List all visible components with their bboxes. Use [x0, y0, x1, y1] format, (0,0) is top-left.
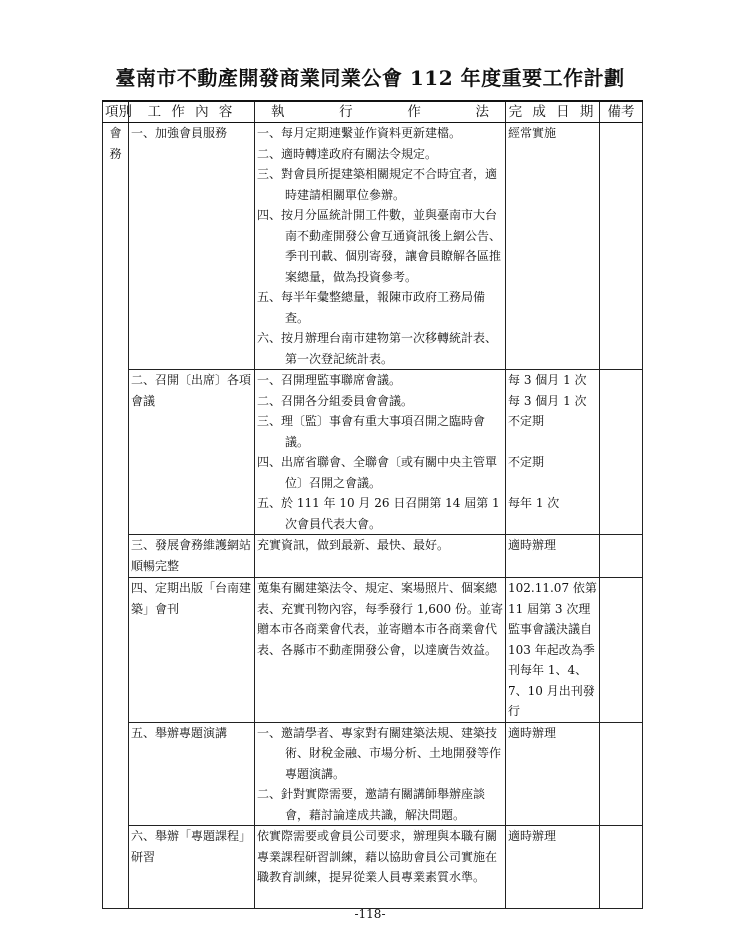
method-item: 五、每半年彙整總量，報陳市政府工務局備查。 — [257, 290, 486, 325]
remarks-cell — [600, 722, 643, 826]
table-row — [103, 370, 643, 535]
completion-cell — [506, 722, 600, 826]
method-item: 五、於 111 年 10 月 26 日召開第 14 屆第 1 次會員代表大會。 — [257, 496, 500, 531]
completion-item: 每年 1 次 — [508, 496, 560, 510]
completion-item: 適時辦理 — [508, 538, 557, 552]
method-item: 三、對會員所提建築相關規定不合時宜者，適時建請相關單位參辦。 — [257, 167, 498, 202]
work-item-name: 一、加強會員服務 — [129, 123, 255, 370]
page-title: 臺南市不動產開發商業同業公會 112 年度重要工作計劃 — [115, 66, 625, 90]
table-row — [103, 826, 643, 909]
method-item: 一、每月定期連繫並作資料更新建檔。 — [257, 126, 462, 140]
completion-item: 102.11.07 依第 11 屆第 3 次理監事會議決議自 103 年起改為季刊每年 1、4、7、10 月出刊發行 — [508, 581, 597, 718]
header-work-content: 工 作 內 容 — [129, 101, 255, 123]
remarks-cell — [600, 535, 643, 578]
method-item: 蒐集有關建築法令、規定、案場照片、個案總表、充實刊物內容，每季發行 1,600 份。並寄贈本市各商業會代表，並寄贈本市各商業會代表、各縣市不動產開發公會，以達廣告效益。 — [257, 581, 503, 657]
execution-cell — [255, 722, 506, 826]
header-row — [103, 101, 643, 123]
page-number: -118- — [354, 907, 386, 921]
execution-cell — [255, 535, 506, 578]
execution-cell — [255, 578, 506, 723]
completion-item: 適時辦理 — [508, 829, 557, 843]
work-item-name: 四、定期出版「台南建築」會刊 — [129, 578, 255, 723]
method-item: 二、針對實際需要，邀請有關講師舉辦座談會，藉討論達成共識，解決問題。 — [257, 787, 486, 822]
work-item-name: 六、舉辦「專題課程」研習 — [129, 826, 255, 909]
remarks-cell — [600, 123, 643, 370]
method-item: 一、邀請學者、專家對有關建築法規、建築技術、財稅金融、市場分析、土地開發等作專題演講。 — [257, 725, 502, 781]
method-item: 充實資訊，做到最新、最快、最好。 — [257, 538, 450, 552]
header-category: 項別 — [103, 101, 129, 123]
header-remarks: 備考 — [600, 101, 643, 123]
completion-item: 每 3 個月 1 次 — [508, 373, 587, 387]
method-item: 四、出席省聯會、全聯會〔或有關中央主管單位〕召開之會議。 — [257, 455, 498, 490]
work-plan-table — [102, 100, 643, 909]
completion-cell — [506, 578, 600, 723]
header-execution-char: 行 — [339, 104, 353, 120]
remarks-cell — [600, 370, 643, 535]
method-item: 二、召開各分組委員會會議。 — [257, 393, 414, 408]
table-row — [103, 123, 643, 370]
work-item-name: 五、舉辦專題演講 — [129, 722, 255, 826]
table-row — [103, 722, 643, 826]
execution-cell — [255, 123, 506, 370]
completion-cell — [506, 123, 600, 370]
completion-item: 不定期 — [508, 414, 545, 428]
completion-cell — [506, 370, 600, 535]
method-item: 三、理〔監〕事會有重大事項召開之臨時會議。 — [257, 414, 486, 449]
header-completion-date: 完 成 日 期 — [506, 101, 600, 123]
completion-cell — [506, 535, 600, 578]
method-item: 一、召開理監事聯席會議。 — [257, 373, 402, 387]
completion-item: 經常實施 — [508, 126, 557, 140]
completion-item: 不定期 — [508, 455, 545, 469]
completion-cell — [506, 826, 600, 909]
execution-cell — [255, 370, 506, 535]
method-item: 二、適時轉達政府有關法令規定。 — [257, 146, 438, 161]
method-item: 依實際需要或會員公司要求，辦理與本職有關專業課程研習訓練，藉以協助會員公司實施在職教育訓練，提昇從業人員專業素質水準。 — [257, 829, 498, 884]
header-execution-char: 法 — [475, 104, 489, 120]
remarks-cell — [600, 578, 643, 723]
category-cell: 會務 — [103, 123, 129, 909]
method-item: 六、按月辦理台南市建物第一次移轉統計表、第一次登記統計表。 — [257, 331, 498, 366]
table-row — [103, 578, 643, 723]
remarks-cell — [600, 826, 643, 909]
table-row — [103, 535, 643, 578]
header-execution-char: 作 — [407, 104, 421, 120]
completion-item: 每 3 個月 1 次 — [508, 393, 587, 408]
header-execution-char: 執 — [271, 104, 285, 120]
work-item-name: 三、發展會務維護網站順暢完整 — [129, 535, 255, 578]
completion-item: 適時辦理 — [508, 725, 557, 740]
work-item-name: 二、召開〔出席〕各項會議 — [129, 370, 255, 535]
execution-cell — [255, 826, 506, 909]
method-item: 四、按月分區統計開工件數，並與臺南市大台南不動產開發公會互通資訊後上網公告、季刊刊載、個別寄發，讓會員瞭解各區推案總量，做為投資參考。 — [257, 208, 502, 284]
header-execution — [255, 101, 506, 123]
